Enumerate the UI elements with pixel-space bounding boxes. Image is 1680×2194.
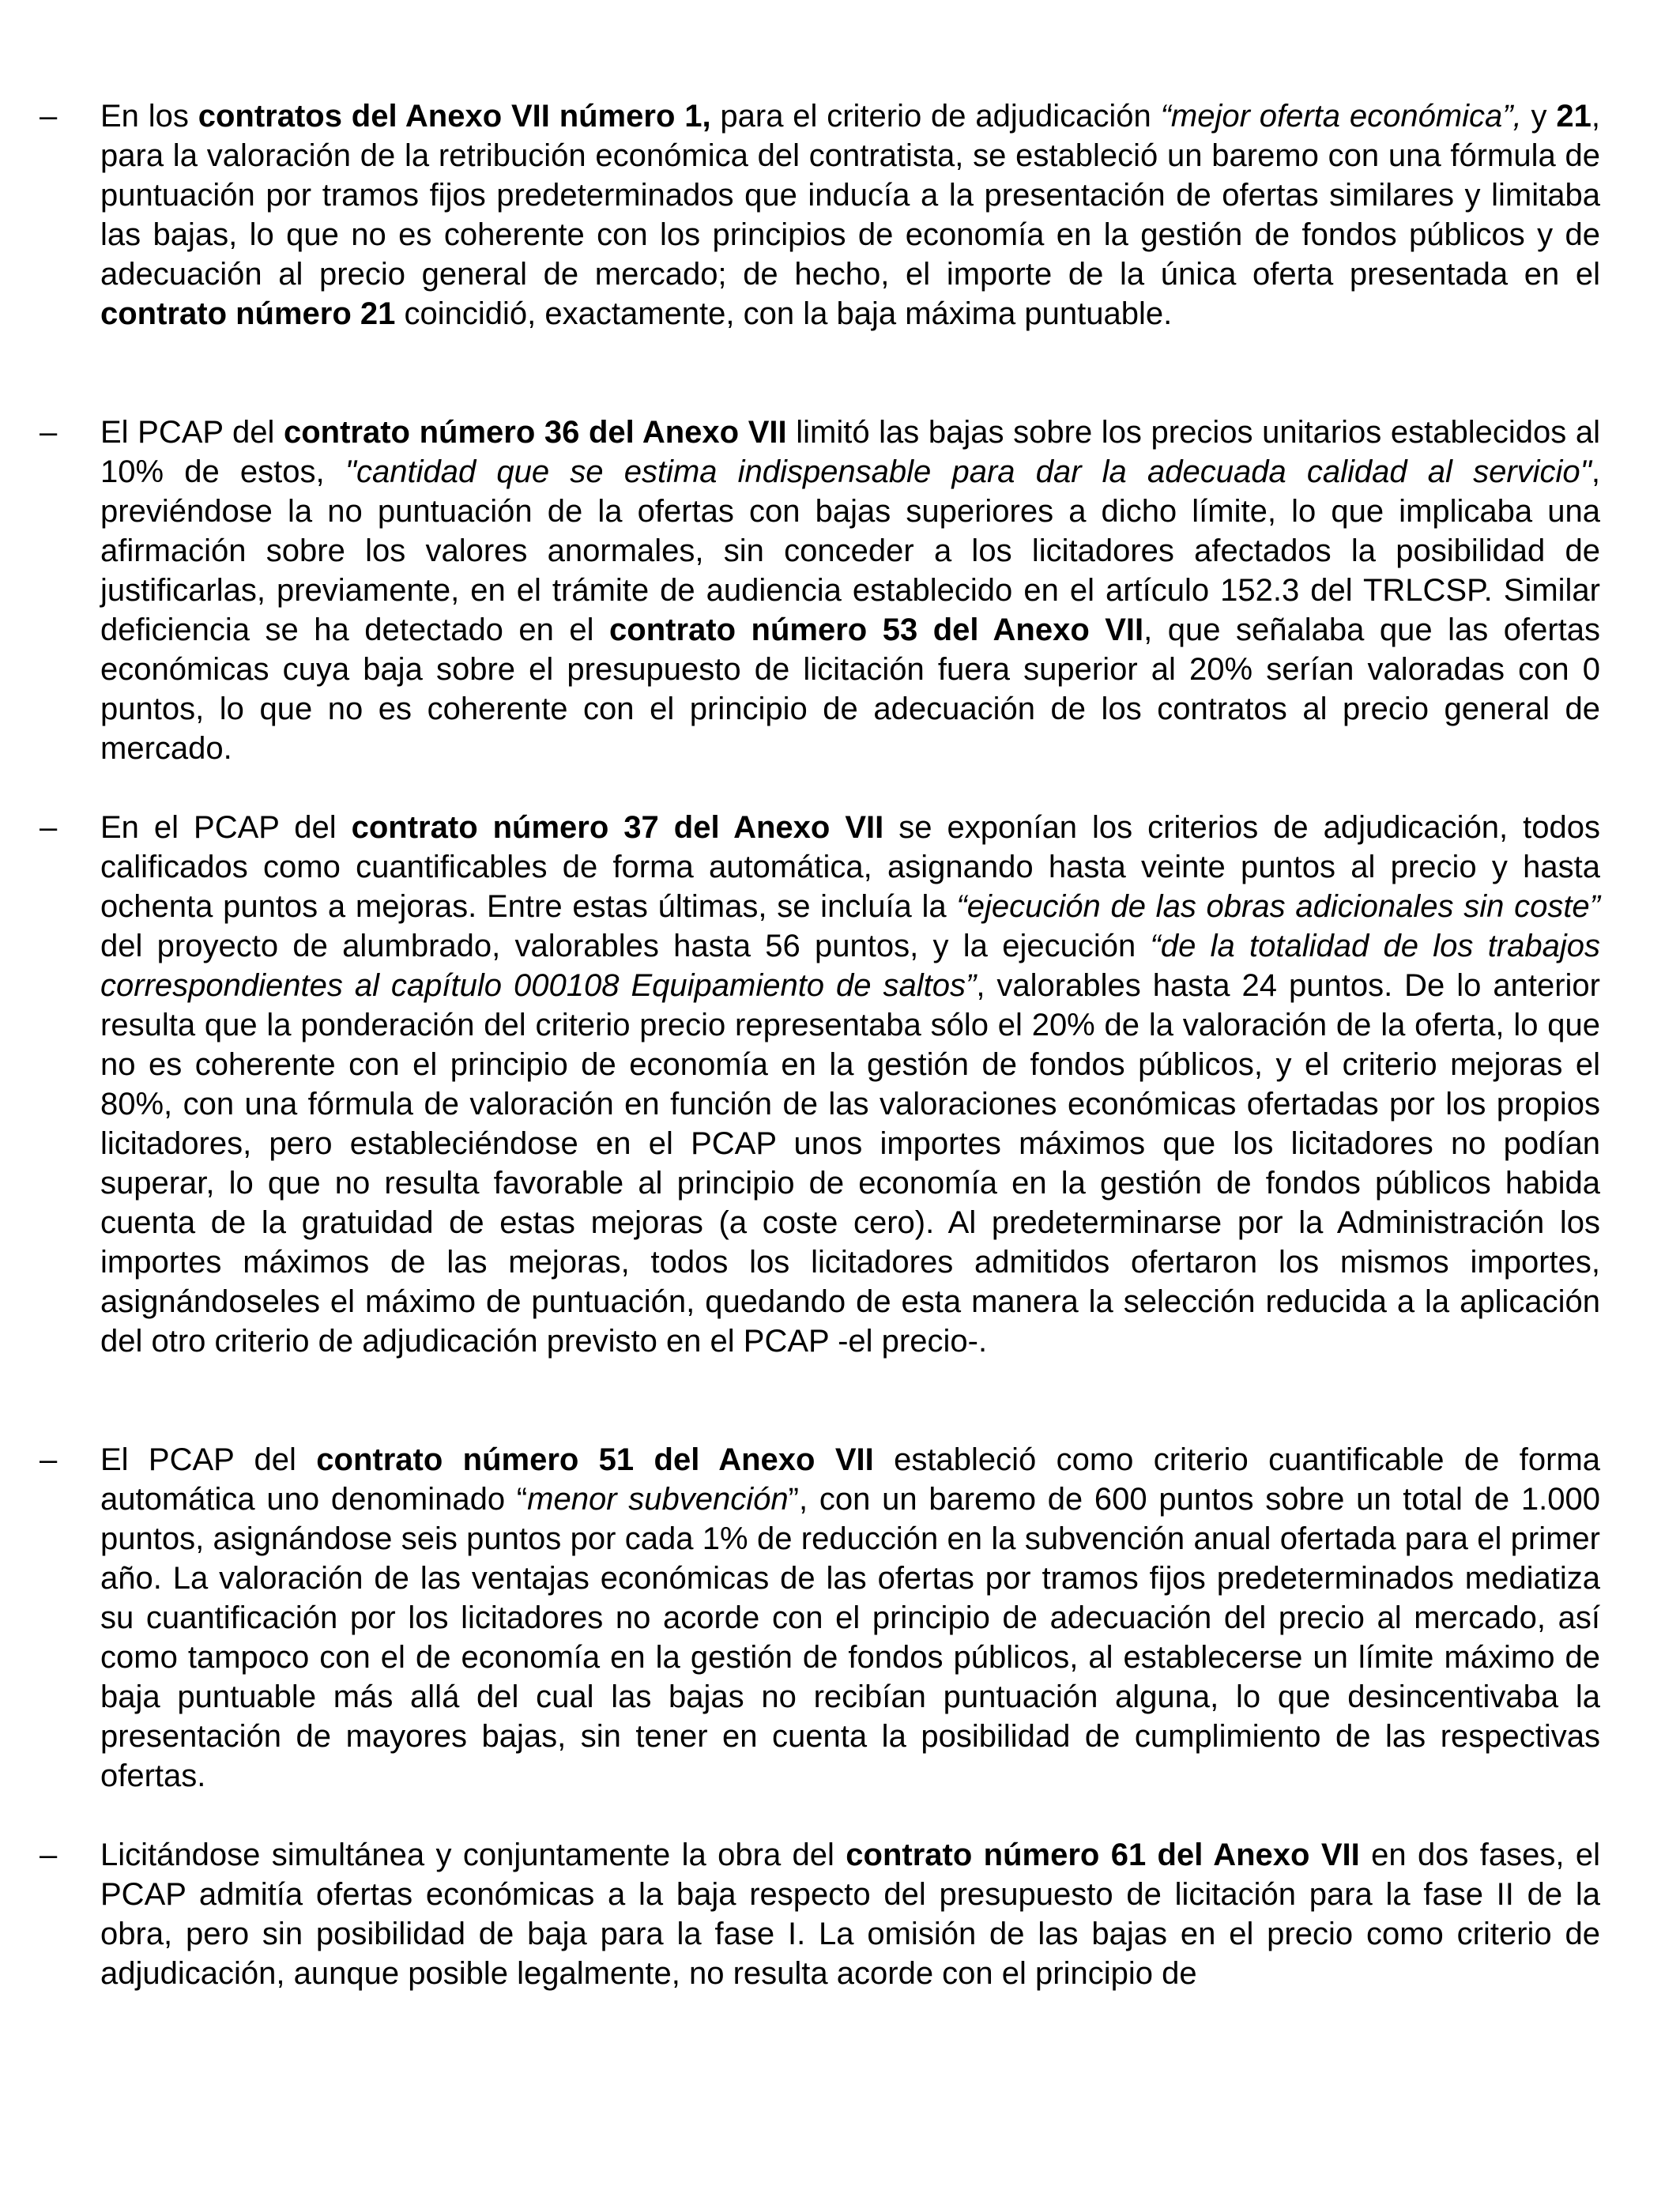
text-span: coincidió, exactamente, con la baja máxima puntuable. (395, 296, 1173, 331)
italic-span: “de la totalidad de los trabajos correspondientes al capítulo 000108 Equipamiento de saltos” (100, 929, 1601, 1003)
text-span: se exponían los criterios de adjudicación, todos calificados como cuantificables de forma automática, asignando hasta veinte puntos al precio y hasta ochenta puntos a mejoras. Entre estas últimas, se incluía la (100, 810, 1601, 924)
dash-bullet-icon: – (40, 1442, 58, 1477)
bold-span: contratos del Anexo VII número 1, (198, 99, 711, 134)
paragraph-contract-61 (100, 1835, 1600, 1993)
text-span: para el criterio de adjudicación (710, 99, 1161, 134)
text-span: en dos fases, el PCAP admitía ofertas económicas a la baja respecto del presupuesto de licitación para la fase II de la obra, pero sin posibilidad de baja para la fase I. La omisión de las bajas en el precio como criterio de adjudicación, aunque posible legalmente, no resulta acorde con el principio de (100, 1838, 1601, 1991)
text-span: Licitándose simultánea y conjuntamente la obra del (100, 1838, 846, 1872)
text-span: En el PCAP del (100, 810, 352, 845)
italic-span: “ejecución de las obras adicionales sin coste” (956, 889, 1600, 924)
dash-bullet-icon: – (40, 1838, 58, 1872)
text-span: limitó las bajas sobre los precios unitarios establecidos al 10% de estos, (100, 415, 1600, 489)
italic-span: "cantidad que se estima indispensable para dar la adecuada calidad al servicio" (345, 454, 1591, 489)
text-span: En los (100, 99, 198, 134)
dash-bullet-icon: – (40, 810, 58, 845)
paragraph-contract-36-53 (100, 413, 1600, 768)
text-span: , previéndose la no puntuación de la ofertas con bajas superiores a dicho límite, lo que implicaba una afirmación sobre los valores anormales, sin conceder a los licitadores afectados la posibilidad de justificarlas, previamente, en el trámite de audiencia establecido en el artículo 152.3 del TRLCSP. Similar deficiencia se ha detectado en el (100, 454, 1600, 647)
text-span: y (1521, 99, 1557, 134)
text-span: del proyecto de alumbrado, valorables hasta 56 puntos, y la ejecución (100, 929, 1151, 963)
bold-span: contrato número 21 (100, 296, 396, 331)
bold-span: 21 (1556, 99, 1591, 134)
bold-span: contrato número 51 del Anexo VII (316, 1442, 874, 1477)
bold-span: contrato número 61 del Anexo VII (846, 1838, 1360, 1872)
bold-span: contrato número 37 del Anexo VII (351, 810, 884, 845)
text-span: El PCAP del (100, 1442, 317, 1477)
italic-span: menor subvención (527, 1482, 789, 1517)
bold-span: contrato número 36 del Anexo VII (283, 415, 787, 450)
dash-bullet-icon: – (40, 415, 58, 450)
dash-bullet-icon: – (40, 99, 58, 134)
bold-span: contrato número 53 del Anexo VII (609, 613, 1144, 647)
italic-span: “mejor oferta económica”, (1160, 99, 1522, 134)
text-span: El PCAP del (100, 415, 284, 450)
text-span: , que señalaba que las ofertas económicas cuya baja sobre el presupuesto de licitación fuera superior al 20% serían valoradas con 0 puntos, lo que no es coherente con el principio de adecuación de los contratos al precio general de mercado. (100, 613, 1601, 766)
paragraph-contract-51 (100, 1440, 1600, 1796)
text-span: estableció como criterio cuantificable de forma automática uno denominado “ (100, 1442, 1601, 1517)
text-span: , para la valoración de la retribución económica del contratista, se estableció un baremo con una fórmula de puntuación por tramos fijos predeterminados que inducía a la presentación de ofertas similares y limitaba las bajas, lo que no es coherente con los principios de economía en la gestión de fondos públicos y de adecuación al precio general de mercado; de hecho, el importe de la única oferta presentada en el (100, 99, 1600, 292)
paragraph-contract-37 (100, 808, 1600, 1361)
text-span: , valorables hasta 24 puntos. De lo anterior resulta que la ponderación del criterio precio representaba sólo el 20% de la valoración de la oferta, lo que no es coherente con el principio de economía en la gestión de fondos públicos, y el criterio mejoras el 80%, con una fórmula de valoración en función de las valoraciones económicas ofertadas por los propios licitadores, pero estableciéndose en el PCAP unos importes máximos que los licitadores no podían superar, lo que no resulta favorable al principio de economía en la gestión de fondos públicos habida cuenta de la gratuidad de estas mejoras (a coste cero). Al predeterminarse por la Administración los importes máximos de las mejoras, todos los licitadores admitidos ofertaron los mismos importes, asignándoseles el máximo de puntuación, quedando de esta manera la selección reducida a la aplicación del otro criterio de adjudicación previsto en el PCAP -el precio-. (100, 968, 1600, 1359)
text-span: ”, con un baremo de 600 puntos sobre un total de 1.000 puntos, asignándose seis puntos por cada 1% de reducción en la subvención anual ofertada para el primer año. La valoración de las ventajas económicas de las ofertas por tramos fijos predeterminados mediatiza su cuantificación por los licitadores no acorde con el principio de adecuación del precio al mercado, así como tampoco con el de economía en la gestión de fondos públicos, al establecerse un límite máximo de baja puntuable más allá del cual las bajas no recibían puntuación alguna, lo que desincentivaba la presentación de mayores bajas, sin tener en cuenta la posibilidad de cumplimiento de las respectivas ofertas. (100, 1482, 1600, 1793)
paragraph-contract-1-21 (100, 96, 1600, 334)
